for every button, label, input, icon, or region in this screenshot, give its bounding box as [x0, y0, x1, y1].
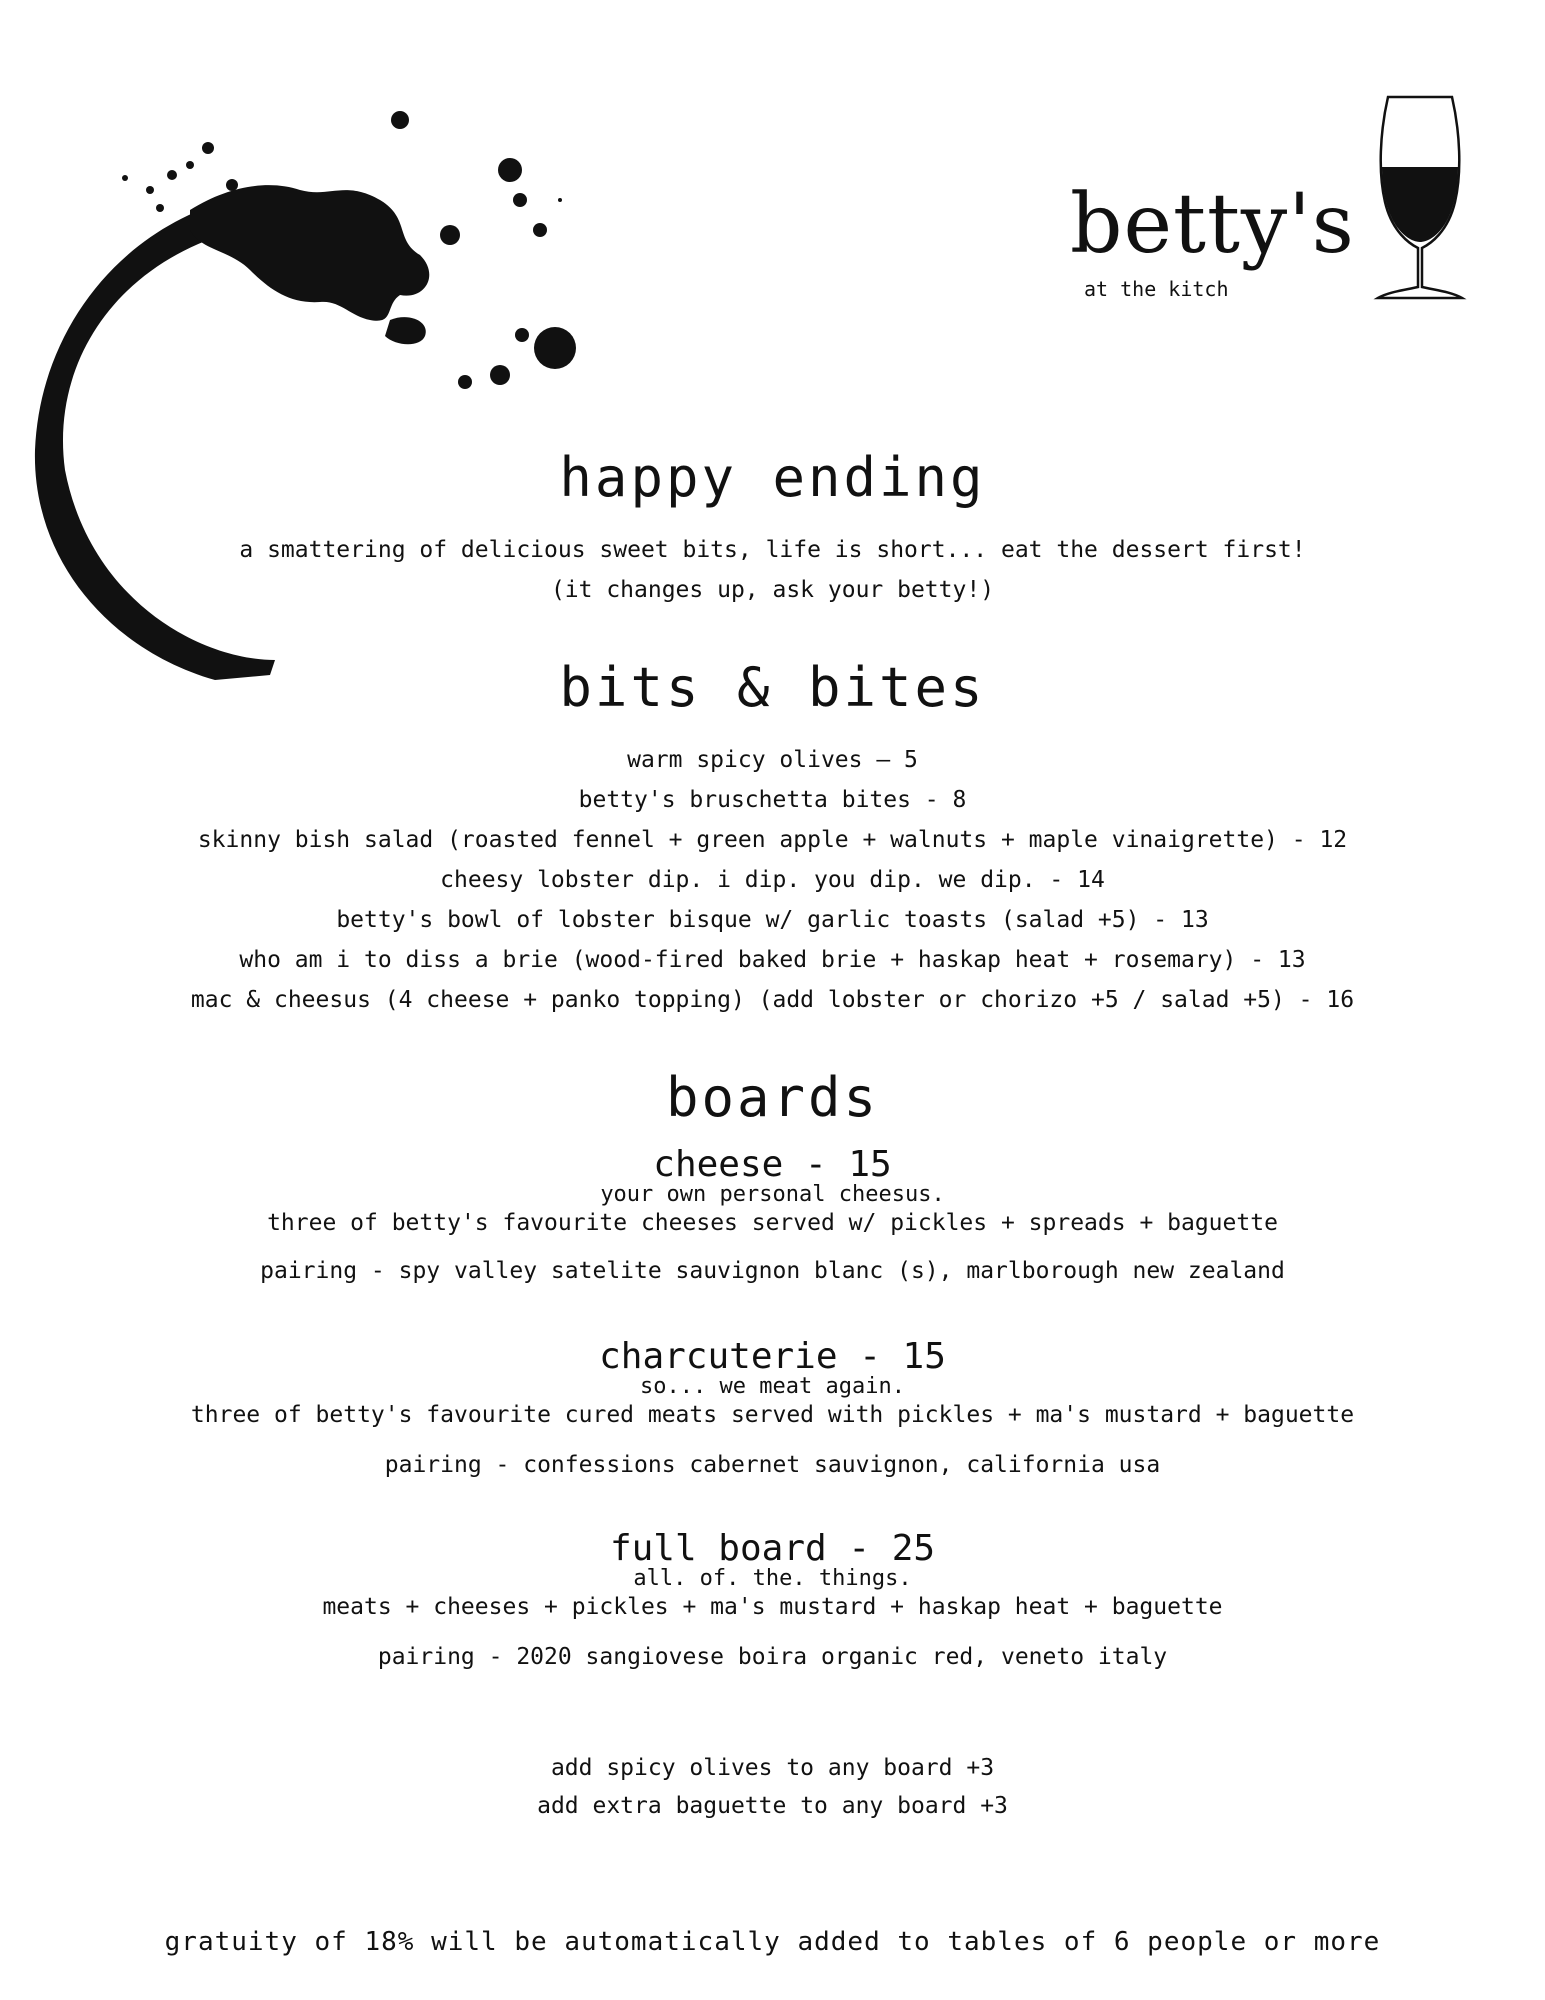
board-description: meats + cheeses + pickles + ma's mustard + haskap heat + baguette — [322, 1594, 1223, 1620]
board-title-cheese: cheese - 15 — [653, 1144, 892, 1185]
board-addon: add extra baguette to any board +3 — [537, 1793, 1008, 1819]
happy-ending-line: a smattering of delicious sweet bits, life is short... eat the dessert first! — [239, 537, 1306, 563]
board-title-charcuterie: charcuterie - 15 — [599, 1336, 946, 1377]
section-title-boards: boards — [665, 1066, 880, 1129]
board-pairing: pairing - 2020 sangiovese boira organic red, veneto italy — [377, 1644, 1168, 1670]
board-tagline: all. of. the. things. — [633, 1566, 912, 1591]
board-tagline: your own personal cheesus. — [600, 1182, 945, 1207]
menu-item: mac & cheesus (4 cheese + panko topping) (add lobster or chorizo +5 / salad +5) - 16 — [190, 987, 1355, 1013]
menu-item: skinny bish salad (roasted fennel + green apple + walnuts + maple vinaigrette) - 12 — [197, 827, 1348, 853]
board-addon: add spicy olives to any board +3 — [550, 1755, 995, 1781]
logo-tagline: at the kitch — [1084, 277, 1229, 301]
section-title-bits-and-bites: bits & bites — [559, 656, 986, 719]
menu-item: betty's bruschetta bites - 8 — [578, 787, 967, 813]
logo-wordmark: betty's — [1070, 177, 1355, 272]
gratuity-note: gratuity of 18% will be automatically added to tables of 6 people or more — [164, 1927, 1381, 1957]
board-pairing: pairing - confessions cabernet sauvignon, california usa — [384, 1452, 1161, 1478]
section-title-happy-ending: happy ending — [559, 446, 986, 509]
board-description: three of betty's favourite cheeses served w/ pickles + spreads + baguette — [267, 1210, 1278, 1236]
menu-item: cheesy lobster dip. i dip. you dip. we dip. - 14 — [440, 867, 1105, 893]
menu-item: betty's bowl of lobster bisque w/ garlic toasts (salad +5) - 13 — [336, 907, 1209, 933]
menu-item: warm spicy olives – 5 — [627, 747, 918, 773]
board-description: three of betty's favourite cured meats served with pickles + ma's mustard + baguette — [190, 1402, 1355, 1428]
board-title-full-board: full board - 25 — [609, 1528, 936, 1569]
board-pairing: pairing - spy valley satelite sauvignon blanc (s), marlborough new zealand — [260, 1258, 1285, 1284]
wine-glass-icon — [1370, 92, 1470, 302]
board-tagline: so... we meat again. — [640, 1374, 905, 1399]
happy-ending-line: (it changes up, ask your betty!) — [550, 577, 995, 603]
bettys-logo — [1070, 92, 1470, 302]
menu-item: who am i to diss a brie (wood-fired baked brie + haskap heat + rosemary) - 13 — [239, 947, 1306, 973]
wine-stain-decoration — [0, 90, 600, 710]
